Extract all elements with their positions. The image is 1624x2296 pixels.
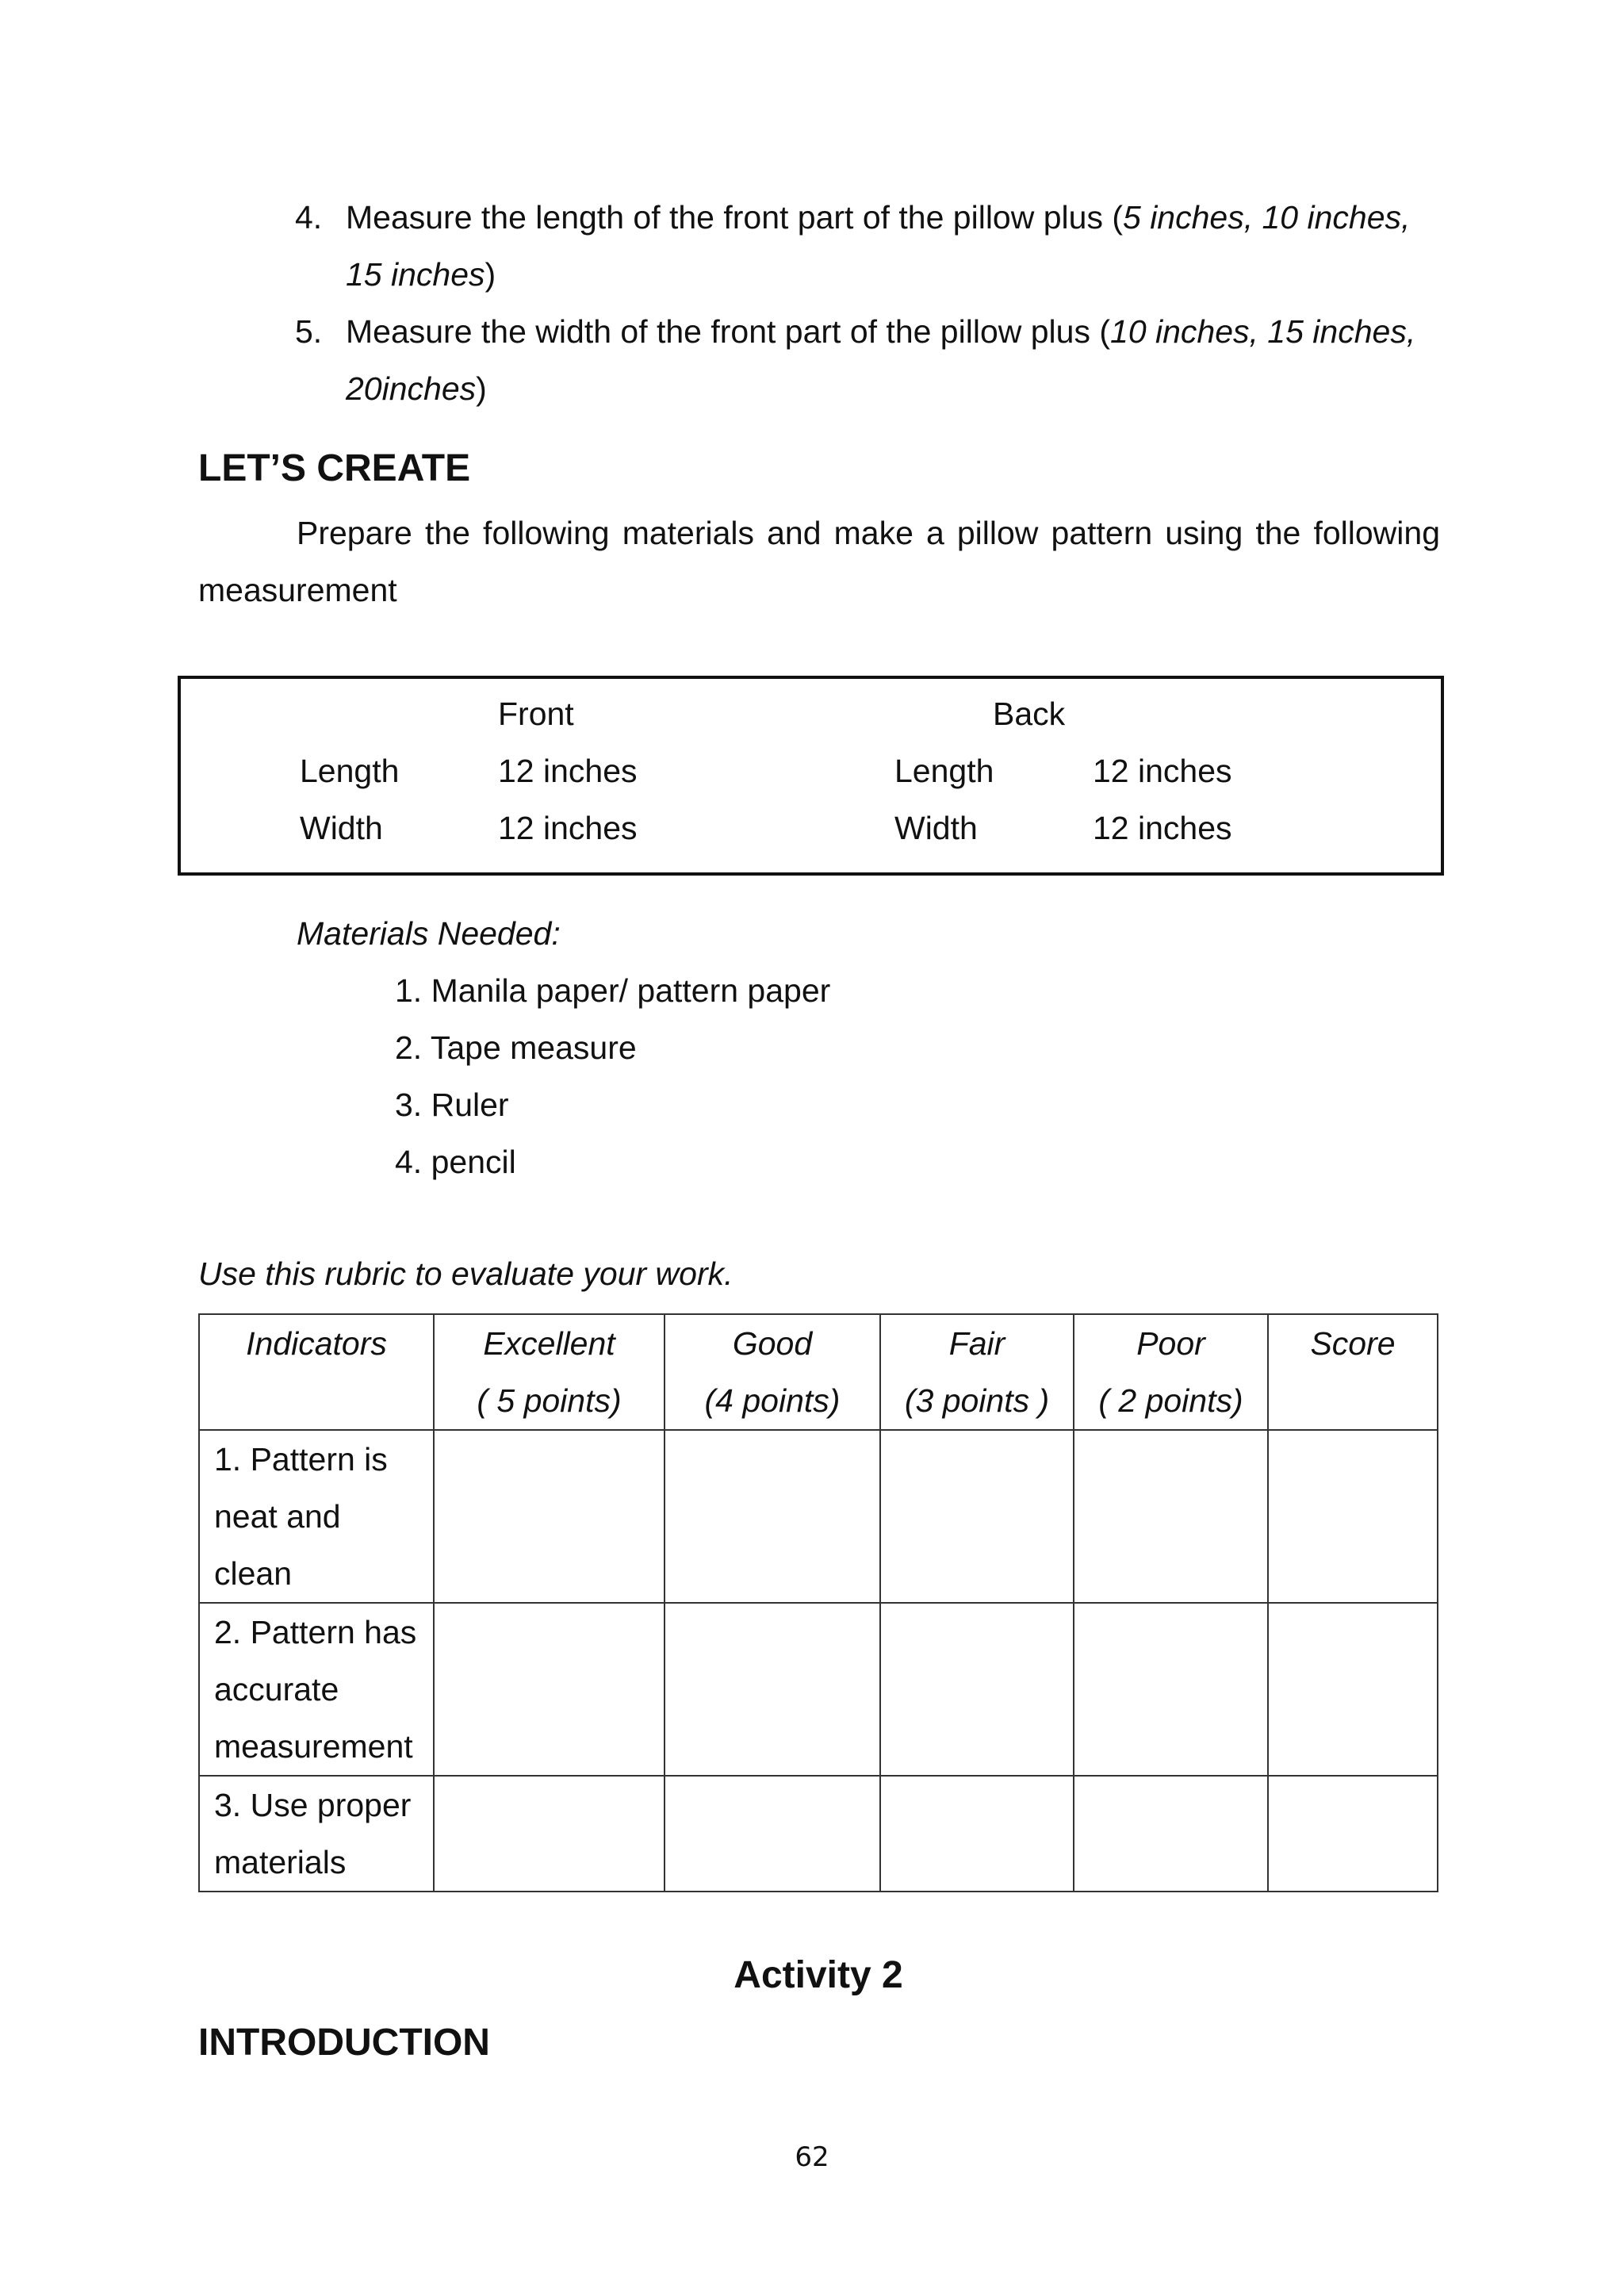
- header-indicators: Indicators: [199, 1314, 434, 1430]
- score-cell-excellent: [434, 1603, 665, 1776]
- indicator-cell: 3. Use proper materials: [199, 1776, 434, 1892]
- score-cell-poor: [1074, 1776, 1268, 1892]
- back-width-label: Width: [894, 810, 978, 846]
- score-cell-fair: [880, 1603, 1074, 1776]
- back-label: Back: [993, 696, 1066, 732]
- header-score: Score: [1268, 1314, 1438, 1430]
- rubric-row: [199, 1776, 1438, 1892]
- activity-title: Activity 2: [733, 1954, 903, 1996]
- score-cell-good: [665, 1776, 880, 1892]
- indicator-cell: 1. Pattern is neat and clean: [199, 1430, 434, 1603]
- intro-line-1: Prepare the following materials and make a pillow pattern using the following: [297, 515, 1440, 551]
- back-length-value: 12 inches: [1093, 753, 1232, 789]
- materials-heading: Materials Needed:: [297, 915, 561, 952]
- rubric-header-row: [199, 1314, 1438, 1430]
- material-item: 2. Tape measure: [395, 1029, 637, 1066]
- step-text: Measure the width of the front part of the pillow plus (10 inches, 15 inches, 20inches): [346, 313, 1416, 407]
- step-4: [295, 189, 1437, 303]
- step-5: [295, 303, 1437, 417]
- header-poor: Poor ( 2 points): [1074, 1314, 1268, 1430]
- material-item: 4. pencil: [395, 1144, 516, 1180]
- introduction-heading: INTRODUCTION: [198, 2022, 490, 2064]
- score-cell-poor: [1074, 1430, 1268, 1603]
- header-excellent: Excellent ( 5 points): [434, 1314, 665, 1430]
- measurement-box: [178, 676, 1444, 876]
- intro-line-2: measurement: [198, 572, 397, 608]
- rubric-caption: Use this rubric to evaluate your work.: [198, 1255, 733, 1292]
- back-length-label: Length: [894, 753, 994, 789]
- score-cell-fair: [880, 1430, 1074, 1603]
- score-cell-excellent: [434, 1776, 665, 1892]
- length-label: Length: [300, 753, 400, 789]
- score-cell-good: [665, 1430, 880, 1603]
- width-label: Width: [300, 810, 383, 846]
- score-cell-fair: [880, 1776, 1074, 1892]
- score-cell-good: [665, 1603, 880, 1776]
- material-item: 1. Manila paper/ pattern paper: [395, 972, 831, 1009]
- back-width-value: 12 inches: [1093, 810, 1232, 846]
- score-cell-excellent: [434, 1430, 665, 1603]
- rubric-row: [199, 1430, 1438, 1603]
- indicator-cell: 2. Pattern has accurate measurement: [199, 1603, 434, 1776]
- step-number: 4.: [295, 199, 323, 236]
- header-good: Good (4 points): [665, 1314, 880, 1430]
- front-length-value: 12 inches: [498, 753, 638, 789]
- lets-create-intro: [198, 504, 1440, 619]
- material-item: 3. Ruler: [395, 1087, 509, 1123]
- score-cell-total: [1268, 1603, 1438, 1776]
- score-cell-poor: [1074, 1603, 1268, 1776]
- page-number: 62: [795, 2141, 829, 2173]
- lets-create-heading: LET’S CREATE: [198, 447, 471, 489]
- rubric-row: [199, 1603, 1438, 1776]
- rubric-table: [198, 1313, 1438, 1892]
- score-cell-total: [1268, 1776, 1438, 1892]
- step-number: 5.: [295, 313, 323, 350]
- front-width-value: 12 inches: [498, 810, 638, 846]
- score-cell-total: [1268, 1430, 1438, 1603]
- front-label: Front: [498, 696, 574, 732]
- step-text: Measure the length of the front part of the pillow plus (5 inches, 10 inches, 15 inches): [346, 199, 1411, 293]
- header-fair: Fair (3 points ): [880, 1314, 1074, 1430]
